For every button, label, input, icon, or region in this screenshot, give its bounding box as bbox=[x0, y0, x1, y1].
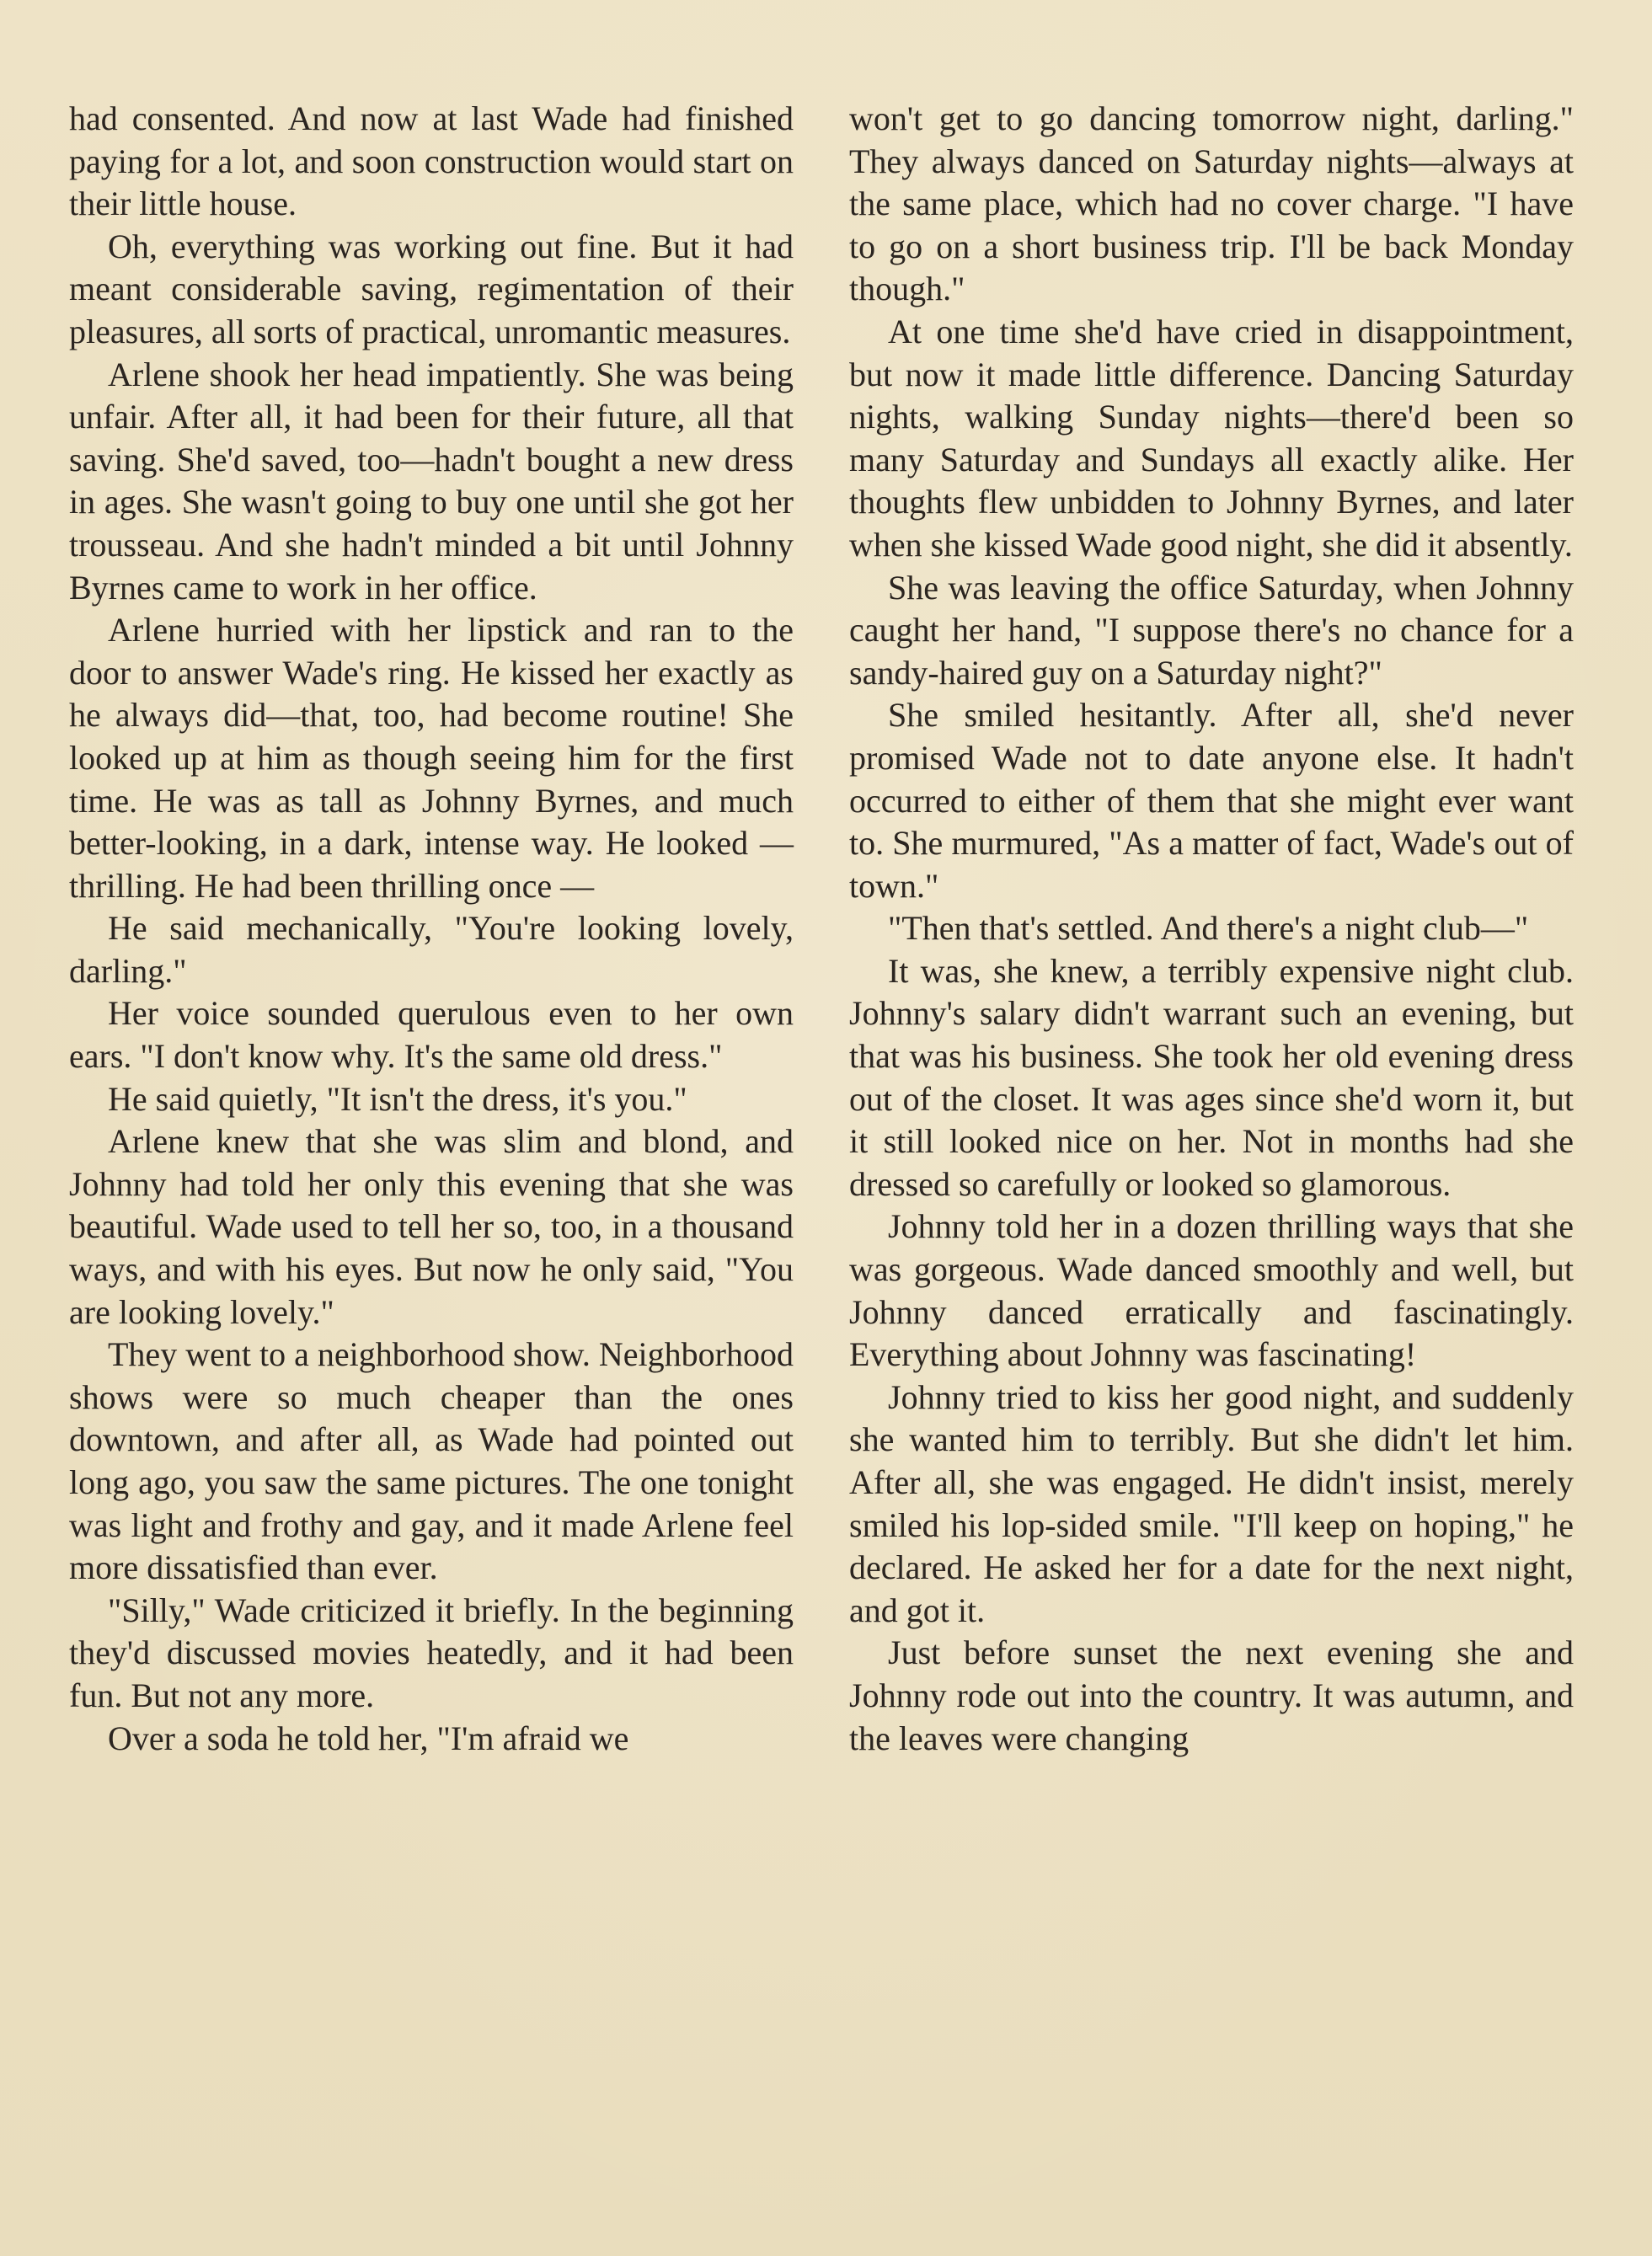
paragraph: Just before sunset the next evening she and Johnny rode out into the country. It was autumn, and the leaves were changing bbox=[849, 1633, 1574, 1757]
paragraph: Johnny tried to kiss her good night, and suddenly she wanted him to terribly. But she didn't let him. After all, she was engaged. He didn't insist, merely smiled his lop-sided smile. "I'll keep on hoping," he declared. He asked her for a date for the next night, and got it. bbox=[849, 1377, 1574, 1629]
paragraph: It was, she knew, a terribly expensive night club. Johnny's salary didn't warrant such an evening, but that was his business. She took her old evening dress out of the closet. It was ages since she'd worn it, but it still looked nice on her. Not in months had she dressed so carefully or looked so glamorous. bbox=[849, 951, 1574, 1203]
paragraph: She was leaving the office Saturday, when Johnny caught her hand, "I suppose there's no chance for a sandy-haired guy on a Saturday night?" bbox=[849, 568, 1574, 692]
paragraph: Her voice sounded querulous even to her own ears. "I don't know why. It's the same old dress." bbox=[69, 994, 794, 1076]
paragraph: He said quietly, "It isn't the dress, it's you." bbox=[108, 1079, 687, 1118]
paragraph: They went to a neighborhood show. Neighborhood shows were so much cheaper than the ones downtown, and after all, as Wade had pointed out long ago, you saw the same pictures. The one tonight was light and frothy and gay, and it made Arlene feel more dissatisfied than ever. bbox=[69, 1335, 794, 1587]
paragraph: won't get to go dancing tomorrow night, darling." They always danced on Saturday nights—always at the same place, which had no cover charge. "I have to go on a short business trip. I'll be back Monday though." bbox=[849, 99, 1574, 308]
paragraph: Arlene hurried with her lipstick and ran to the door to answer Wade's ring. He kissed her exactly as he always did—that, too, had become routine! She looked up at him as though seeing him for the first time. He was as tall as Johnny Byrnes, and much better-looking, in a dark, intense way. He looked — thrilling. He had been thrilling once — bbox=[69, 611, 794, 905]
paragraph: Arlene shook her head impatiently. She was being unfair. After all, it had been for their future, all that saving. She'd saved, too—hadn't bought a new dress in ages. She wasn't going to buy one until she got her trousseau. And she hadn't minded a bit until Johnny Byrnes came to work in her office. bbox=[69, 355, 794, 607]
right-column bbox=[849, 98, 1574, 1760]
paragraph: At one time she'd have cried in disappointment, but now it made little difference. Dancing Saturday nights, walking Sunday nights—there'd been so many Saturday and Sundays all exactly alike. Her thoughts flew unbidden to Johnny Byrnes, and later when she kissed Wade good night, she did it absently. bbox=[849, 312, 1574, 564]
paragraph: Oh, everything was working out fine. But it had meant considerable saving, regimentation of their pleasures, all sorts of practical, unromantic measures. bbox=[69, 227, 794, 350]
paragraph: Over a soda he told her, "I'm afraid we bbox=[108, 1719, 629, 1757]
paragraph: Johnny told her in a dozen thrilling ways that she was gorgeous. Wade danced smoothly and well, but Johnny danced erratically and fascinatingly. Everything about Johnny was fascinating! bbox=[849, 1207, 1574, 1374]
paragraph: had consented. And now at last Wade had finished paying for a lot, and soon construction would start on their little house. bbox=[69, 99, 794, 223]
paragraph: She smiled hesitantly. After all, she'd never promised Wade not to date anyone else. It hadn't occurred to either of them that she might ever want to. She murmured, "As a matter of fact, Wade's out of town." bbox=[849, 696, 1574, 905]
paragraph: Arlene knew that she was slim and blond, and Johnny had told her only this evening that she was beautiful. Wade used to tell her so, too, in a thousand ways, and with his eyes. But now he only said, "You are looking lovely." bbox=[69, 1122, 794, 1331]
paragraph: "Then that's settled. And there's a night club—" bbox=[888, 909, 1529, 948]
paragraph: "Silly," Wade criticized it briefly. In the beginning they'd discussed movies heatedly, and it had been fun. But not any more. bbox=[69, 1590, 794, 1714]
paragraph: He said mechanically, "You're looking lovely, darling." bbox=[69, 909, 794, 990]
left-column bbox=[69, 98, 794, 1760]
